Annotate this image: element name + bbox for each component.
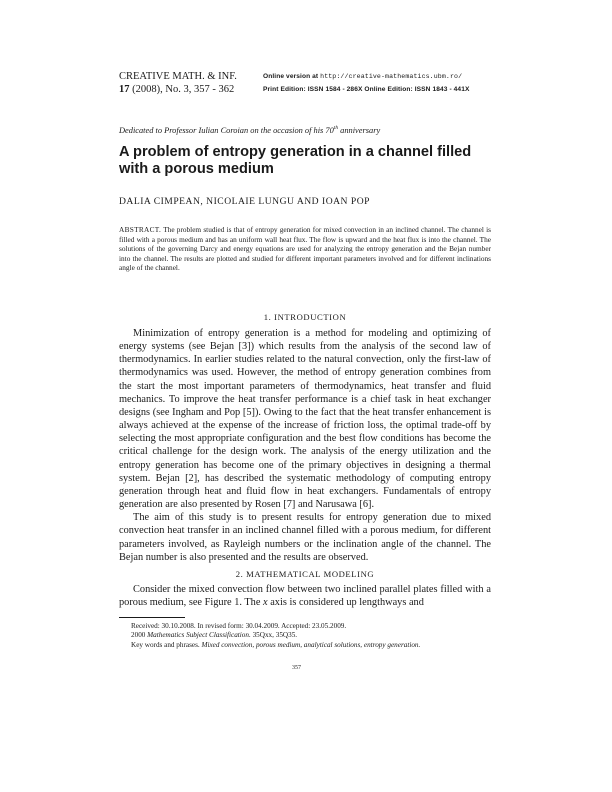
modeling-text-a: Consider the mixed convection flow between two inclined parallel plates filled with a porous medium, see Figure 1. The <box>119 584 491 609</box>
x-axis-symbol: x <box>263 597 268 609</box>
online-version <box>263 73 462 80</box>
issue-pages: (2008), No. 3, 357 - 362 <box>129 84 235 95</box>
volume-number: 17 <box>119 84 130 95</box>
modeling-paragraph-1 <box>119 583 491 609</box>
page-number: 357 <box>292 665 301 671</box>
msc-classification <box>131 631 420 640</box>
modeling-body <box>119 583 491 609</box>
msc-label: 2000 <box>131 631 148 640</box>
print-edition: Print Edition: ISSN 1584 - 286X Online Edition: ISSN 1843 - 441X <box>263 86 470 93</box>
title-line-1: A problem of entropy generation in a channel filled <box>119 144 472 160</box>
dedication <box>119 125 380 135</box>
abstract <box>119 225 491 273</box>
dedication-end: anniversary <box>338 125 381 135</box>
journal-name: CREATIVE MATH. & INF. <box>119 71 237 82</box>
online-url-link[interactable]: http://creative-mathematics.ubm.ro/ <box>320 73 463 80</box>
online-label: Online version at <box>263 73 321 80</box>
keywords-label: Key words and phrases. <box>131 640 202 649</box>
section-heading-introduction: 1. INTRODUCTION <box>263 312 347 322</box>
footnote-rule <box>119 617 185 618</box>
title-line-2: with a porous medium <box>119 161 274 177</box>
footnotes <box>131 622 420 650</box>
intro-paragraph-2: The aim of this study is to present results for entropy generation due to mixed convection heat transfer in an inclined channel filled with a porous medium, for different parameters involved, as Rayleigh numbers or the inclination angle of the channel. The Bejan number is also presented and the results are observed. <box>119 512 491 563</box>
abstract-text: The problem studied is that of entropy generation for mixed convection in an inclined channel. The channel is filled with a porous medium and has an uniform wall heat flux. The flow is upward and the heat flux is into the channel. The solutions of the governing Darcy and energy equations are used for analyzing the entropy generation and the Bejan number into the channel. The results are plotted and studied for different important parameters involved and for different inclinations angle of the channel. <box>119 225 491 273</box>
dedication-sup: th <box>333 125 339 131</box>
msc-value: 35Qxx, 35Q35. <box>250 631 298 640</box>
keywords <box>131 641 420 650</box>
section-heading-modeling: 2. MATHEMATICAL MODELING <box>235 569 375 579</box>
intro-paragraph-1: Minimization of entropy generation is a method for modeling and optimizing of energy systems (see Bejan [3]) which results from the analysis of the second law of thermodynamics. In earlier studies related to the natural convection, only the first-law of thermodynamics was used. However, the method of entropy generation combines from the start the most important parameters of thermodynamics, heat transfer and fluid mechanics. To improve the heat transfer performance is a chief task in heat exchanger designs (see Ingham and Pop [5]). Owing to the fact that the heat transfer enhancement is always achieved at the expense of the increase of friction loss, the optimal trade-off by selecting the most appropriate configuration and the best flow conditions has become the critical challenge for the design work. The analysis of the energy utilization and the entropy generation has become one of the primary objectives in designing a thermal system. Bejan [2], has described the systematic methodology of computing entropy generation through heat and fluid flow in heat exchangers. Fundamentals of entropy generation are also presented by Rosen [7] and Narusawa [6]. <box>119 328 491 511</box>
authors: DALIA CIMPEAN, NICOLAIE LUNGU AND IOAN POP <box>119 196 370 207</box>
journal-volume-line <box>119 84 234 95</box>
msc-title: Mathematics Subject Classification. <box>147 631 251 640</box>
introduction-body <box>119 327 491 564</box>
dedication-text: Dedicated to Professor Iulian Coroian on the occasion of his 70 <box>119 125 334 135</box>
received-dates: Received: 30.10.2008. In revised form: 30.04.2009. Accepted: 23.05.2009. <box>131 622 347 630</box>
modeling-text-b: axis is considered up lengthways and <box>267 597 424 609</box>
keywords-list: Mixed convection, porous medium, analytical solutions, entropy generation. <box>201 640 421 649</box>
paper-title <box>119 144 519 178</box>
abstract-label: ABSTRACT. <box>119 225 162 234</box>
